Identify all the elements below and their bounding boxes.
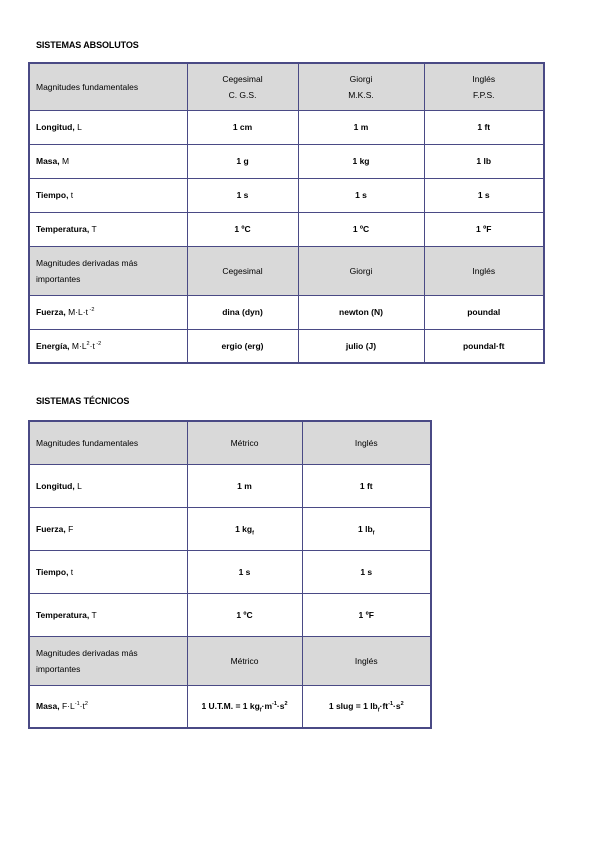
header-cell-magnitudes: Magnitudes fundamentales — [29, 421, 187, 464]
cell-sub: f — [372, 530, 375, 537]
cell-main: 1 lb — [358, 523, 373, 534]
header-sublabel: M.K.S. — [348, 89, 374, 100]
header-label: Inglés — [472, 73, 496, 84]
header-cell-cegesimal — [187, 63, 298, 110]
table-cell: newton (N) — [298, 295, 424, 329]
header-cell-metrico: Métrico — [187, 421, 302, 464]
table-cell: 1 ft — [424, 110, 544, 144]
table-row — [29, 329, 544, 363]
table-cell: 1 ºC — [187, 593, 302, 636]
row-label-bold: Longitud, — [36, 122, 75, 132]
cell-sup: 2 — [400, 701, 404, 708]
table-row — [29, 593, 431, 636]
row-label — [29, 593, 187, 636]
row-label-rest: ·t — [79, 701, 85, 712]
row-label-sup: 2 — [84, 701, 88, 708]
row-label — [29, 295, 187, 329]
cell-part: 1 slug = 1 lb — [328, 701, 378, 712]
row-label-bold: Tiempo, — [36, 190, 69, 200]
table-cell — [302, 507, 431, 550]
table-subheader-row — [29, 636, 431, 685]
table-cell: 1 s — [187, 178, 298, 212]
table-cell: 1 ºC — [187, 212, 298, 246]
header-cell-ingles — [424, 63, 544, 110]
cell-part: ·s — [276, 701, 285, 712]
table-cell: 1 g — [187, 144, 298, 178]
table-row — [29, 212, 544, 246]
row-label-bold: Energía, — [36, 340, 70, 351]
table-sistemas-tecnicos — [28, 420, 432, 729]
table-cell: julio (J) — [298, 329, 424, 363]
table-row — [29, 110, 544, 144]
row-label-bold: Temperatura, — [36, 609, 90, 620]
row-label-sup: -2 — [94, 340, 102, 347]
subheader-cell-derivadas: Magnitudes derivadas más importantes — [29, 636, 187, 685]
table-row — [29, 685, 431, 728]
row-label — [29, 212, 187, 246]
table-cell: 1 s — [302, 550, 431, 593]
header-sublabel: C. G.S. — [228, 89, 257, 100]
header-label: Cegesimal — [222, 73, 263, 84]
table-cell: 1 m — [298, 110, 424, 144]
subheader-cell-ingles: Inglés — [424, 246, 544, 295]
cell-sup: 2 — [284, 701, 288, 708]
table-row — [29, 464, 431, 507]
table-cell: 1 lb — [424, 144, 544, 178]
section-title-absolutos: SISTEMAS ABSOLUTOS — [36, 40, 139, 50]
table-cell: poundal — [424, 295, 544, 329]
header-cell-giorgi — [298, 63, 424, 110]
row-label-rest: t — [68, 566, 74, 577]
table-cell: 1 s — [298, 178, 424, 212]
table-cell — [302, 685, 431, 728]
cell-part: ·m — [261, 701, 273, 712]
table-sistemas-absolutos — [28, 62, 545, 364]
row-label-bold: Masa, — [36, 701, 60, 712]
subheader-cell-cegesimal: Cegesimal — [187, 246, 298, 295]
table-cell: 1 ºF — [302, 593, 431, 636]
row-label — [29, 507, 187, 550]
subheader-cell-giorgi: Giorgi — [298, 246, 424, 295]
section-title-tecnicos: SISTEMAS TÉCNICOS — [36, 396, 130, 406]
row-label-bold: Longitud, — [36, 480, 75, 491]
row-label-sup: -1 — [74, 701, 80, 708]
cell-part: ·s — [393, 701, 401, 712]
row-label-rest: L — [74, 480, 82, 491]
row-label-rest: L — [74, 122, 82, 132]
table-row — [29, 144, 544, 178]
row-label — [29, 110, 187, 144]
table-row — [29, 178, 544, 212]
row-label-rest: M — [59, 156, 70, 166]
header-cell-ingles: Inglés — [302, 421, 431, 464]
row-label-rest: T — [89, 609, 97, 620]
table-cell: 1 m — [187, 464, 302, 507]
row-label-sup: -2 — [87, 307, 95, 314]
row-label-rest: F·L — [59, 701, 75, 712]
cell-sup: -1 — [388, 701, 393, 708]
row-label-rest: M·L·t — [65, 307, 88, 317]
row-label-bold: Masa, — [36, 156, 60, 166]
table-cell — [187, 507, 302, 550]
row-label-bold: Fuerza, — [36, 523, 66, 534]
row-label-rest: ·t — [89, 340, 95, 351]
row-label — [29, 685, 187, 728]
subheader-cell-ingles: Inglés — [302, 636, 431, 685]
table-cell: 1 cm — [187, 110, 298, 144]
row-label-bold: Tiempo, — [36, 566, 69, 577]
table-cell: 1 kg — [298, 144, 424, 178]
table-cell: 1 ºF — [424, 212, 544, 246]
table-cell: ergio (erg) — [187, 329, 298, 363]
row-label — [29, 329, 187, 363]
table-cell: dina (dyn) — [187, 295, 298, 329]
table-cell: poundal·ft — [424, 329, 544, 363]
table-row — [29, 550, 431, 593]
row-label-rest: T — [89, 224, 97, 234]
subheader-cell-metrico: Métrico — [187, 636, 302, 685]
cell-part: ·ft — [379, 701, 389, 712]
cell-sup: -1 — [272, 701, 277, 708]
row-label — [29, 178, 187, 212]
cell-main: 1 kg — [235, 523, 253, 534]
table-cell — [187, 685, 302, 728]
subheader-cell-derivadas: Magnitudes derivadas más importantes — [29, 246, 187, 295]
header-sublabel: F.P.S. — [472, 89, 495, 100]
table-row — [29, 507, 431, 550]
row-label-rest: t — [68, 190, 74, 200]
table-cell: 1 ft — [302, 464, 431, 507]
row-label-bold: Fuerza, — [36, 307, 66, 317]
table-cell: 1 s — [424, 178, 544, 212]
table-cell: 1 s — [187, 550, 302, 593]
row-label-sup: 2 — [86, 340, 90, 347]
cell-sub: f — [252, 530, 254, 537]
table-subheader-row — [29, 246, 544, 295]
header-cell-magnitudes: Magnitudes fundamentales — [29, 63, 187, 110]
table-header-row — [29, 63, 544, 110]
row-label-rest: M·L — [69, 340, 87, 351]
table-header-row — [29, 421, 431, 464]
header-label: Giorgi — [349, 73, 373, 84]
table-cell: 1 ºC — [298, 212, 424, 246]
row-label-rest: F — [65, 523, 74, 534]
cell-part: 1 U.T.M. = 1 kg — [201, 701, 260, 712]
row-label — [29, 144, 187, 178]
cell-sub: f — [259, 707, 262, 714]
table-row — [29, 295, 544, 329]
cell-sub: f — [377, 707, 380, 714]
row-label — [29, 464, 187, 507]
row-label-bold: Temperatura, — [36, 224, 90, 234]
row-label — [29, 550, 187, 593]
